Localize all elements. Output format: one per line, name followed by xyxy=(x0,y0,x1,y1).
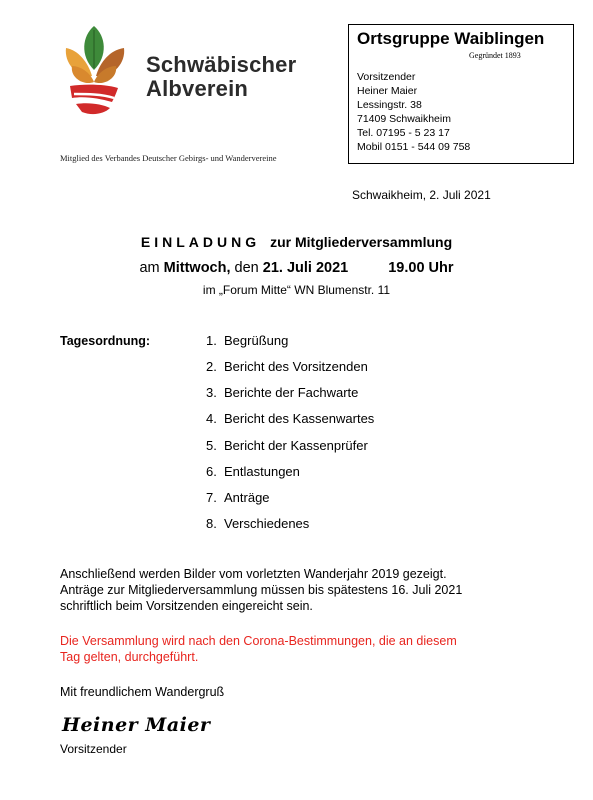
agenda-item-number: 2. xyxy=(206,359,217,374)
info-line: schriftlich beim Vorsitzenden eingereicht sein. xyxy=(60,599,313,613)
info-paragraph xyxy=(60,566,462,614)
address-line: Mobil 0151 - 544 09 758 xyxy=(357,141,471,153)
corona-notice-line: Die Versammlung wird nach den Corona-Bestimmungen, die an diesem xyxy=(60,634,457,648)
address-line: 71409 Schwaikheim xyxy=(357,113,451,125)
brand-name-line-1: Schwäbischer xyxy=(146,52,297,77)
meeting-den: den xyxy=(234,260,259,276)
founded-note: Gegründet 1893 xyxy=(469,51,521,60)
agenda-item-text: Verschiedenes xyxy=(224,516,310,531)
agenda-item-text: Berichte der Fachwarte xyxy=(224,385,359,400)
agenda-item-text: Bericht des Kassenwartes xyxy=(224,411,375,426)
meeting-prefix: am xyxy=(139,260,160,276)
agenda-item-text: Bericht der Kassenprüfer xyxy=(224,438,368,453)
address-line: Vorsitzender xyxy=(357,71,416,83)
signer-role: Vorsitzender xyxy=(60,742,127,756)
agenda-item xyxy=(206,464,300,479)
meeting-date-time xyxy=(0,260,593,276)
heading-invitation-word: EINLADUNG xyxy=(140,234,261,250)
membership-note: Mitglied des Verbandes Deutscher Gebirgs- und Wandervereine xyxy=(60,153,277,163)
handwritten-signature: Heiner Maier xyxy=(62,714,211,736)
corona-notice xyxy=(60,633,457,665)
agenda-item xyxy=(206,438,368,453)
info-line: Anschließend werden Bilder vom vorletzten Wanderjahr 2019 gezeigt. xyxy=(60,567,447,581)
address-line: Heiner Maier xyxy=(357,85,418,97)
agenda-item xyxy=(206,333,288,348)
agenda-item xyxy=(206,385,358,400)
agenda-item-text: Bericht des Vorsitzenden xyxy=(224,359,368,374)
address-line: Tel. 07195 - 5 23 17 xyxy=(357,127,450,139)
agenda-item xyxy=(206,490,270,505)
agenda-item xyxy=(206,411,374,426)
brand-name-line-2: Albverein xyxy=(146,76,249,101)
address-box-title: Ortsgruppe Waiblingen xyxy=(357,29,545,48)
address-line: Lessingstr. 38 xyxy=(357,99,422,111)
meeting-date: 21. Juli 2021 xyxy=(262,260,349,276)
agenda-item-text: Entlastungen xyxy=(224,464,300,479)
agenda-label: Tagesordnung: xyxy=(60,334,151,348)
agenda-item-text: Anträge xyxy=(224,490,270,505)
agenda-item-number: 5. xyxy=(206,438,217,453)
agenda-item xyxy=(206,359,368,374)
closing-greeting: Mit freundlichem Wandergruß xyxy=(60,685,225,699)
meeting-weekday: Mittwoch, xyxy=(163,260,231,276)
agenda-item-number: 1. xyxy=(206,333,217,348)
address-box xyxy=(348,24,574,164)
agenda-item-text: Begrüßung xyxy=(224,333,289,348)
info-line: Anträge zur Mitgliederversammlung müssen bis spätestens 16. Juli 2021 xyxy=(60,583,463,597)
invitation-heading xyxy=(0,234,593,250)
agenda-item-number: 4. xyxy=(206,411,217,426)
corona-notice-line: Tag gelten, durchgeführt. xyxy=(60,650,199,664)
meeting-location: im „Forum Mitte“ WN Blumenstr. 11 xyxy=(202,283,391,297)
heading-subject: zur Mitgliederversammlung xyxy=(270,234,453,250)
letter-date: Schwaikheim, 2. Juli 2021 xyxy=(352,188,491,202)
agenda-item-number: 8. xyxy=(206,516,217,531)
oak-leaves-emblem-icon xyxy=(58,22,130,122)
agenda-item-number: 6. xyxy=(206,464,217,479)
agenda-item xyxy=(206,516,309,531)
meeting-time: 19.00 Uhr xyxy=(388,260,454,276)
agenda-item-number: 7. xyxy=(206,490,217,505)
agenda-item-number: 3. xyxy=(206,385,217,400)
